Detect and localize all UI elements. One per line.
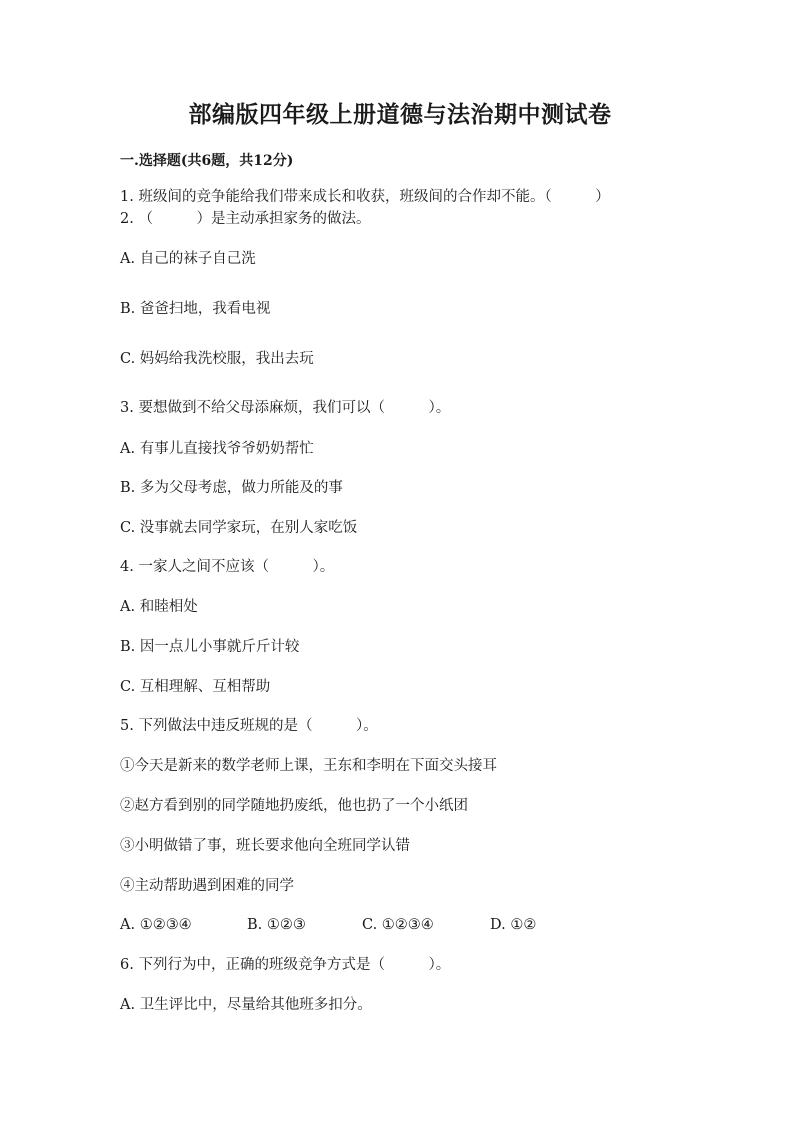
question-4-stem: 4. 一家人之间不应该（ ）。 [120, 559, 335, 575]
question-5-option-d[interactable]: D. ①② [490, 917, 537, 933]
question-5-statement-4: ④主动帮助遇到困难的同学 [120, 878, 294, 894]
page-title: 部编版四年级上册道德与法治期中测试卷 [188, 101, 612, 128]
question-5-statement-1: ①今天是新来的数学老师上课，王东和李明在下面交头接耳 [120, 758, 497, 774]
question-3-option-b[interactable]: B. 多为父母考虑，做力所能及的事 [120, 480, 343, 496]
question-5-statement-2: ②赵方看到别的同学随地扔废纸，他也扔了一个小纸团 [120, 798, 468, 814]
question-2-option-a[interactable]: A. 自己的袜子自己洗 [120, 251, 256, 267]
question-3-option-a[interactable]: A. 有事儿直接找爷爷奶奶帮忙 [120, 441, 314, 457]
question-5-option-a[interactable]: A. ①②③④ [120, 917, 192, 933]
question-5-option-c[interactable]: C. ①②③④ [362, 917, 434, 933]
question-5-stem: 5. 下列做法中违反班规的是（ ）。 [120, 718, 378, 734]
question-3-option-c[interactable]: C. 没事就去同学家玩，在别人家吃饭 [120, 520, 358, 536]
question-4-option-b[interactable]: B. 因一点儿小事就斤斤计较 [120, 639, 300, 655]
question-1-stem: 1. 班级间的竞争能给我们带来成长和收获，班级间的合作却不能。（ ） [120, 189, 610, 205]
question-2-stem: 2. （ ）是主动承担家务的做法。 [120, 211, 371, 227]
question-4-option-a[interactable]: A. 和睦相处 [120, 599, 198, 615]
question-6-option-a[interactable]: A. 卫生评比中，尽量给其他班多扣分。 [120, 997, 372, 1013]
question-5-option-b[interactable]: B. ①②③ [247, 917, 306, 933]
question-2-option-b[interactable]: B. 爸爸扫地，我看电视 [120, 301, 271, 317]
question-5-options [120, 915, 680, 935]
question-4-option-c[interactable]: C. 互相理解、互相帮助 [120, 679, 271, 695]
question-2-option-c[interactable]: C. 妈妈给我洗校服，我出去玩 [120, 351, 314, 367]
question-5-statement-3: ③小明做错了事，班长要求他向全班同学认错 [120, 838, 410, 854]
question-3-stem: 3. 要想做到不给父母添麻烦，我们可以（ ）。 [120, 400, 451, 416]
section-heading: 一.选择题(共6题，共12分) [120, 153, 294, 169]
question-6-stem: 6. 下列行为中，正确的班级竞争方式是（ ）。 [120, 957, 451, 973]
